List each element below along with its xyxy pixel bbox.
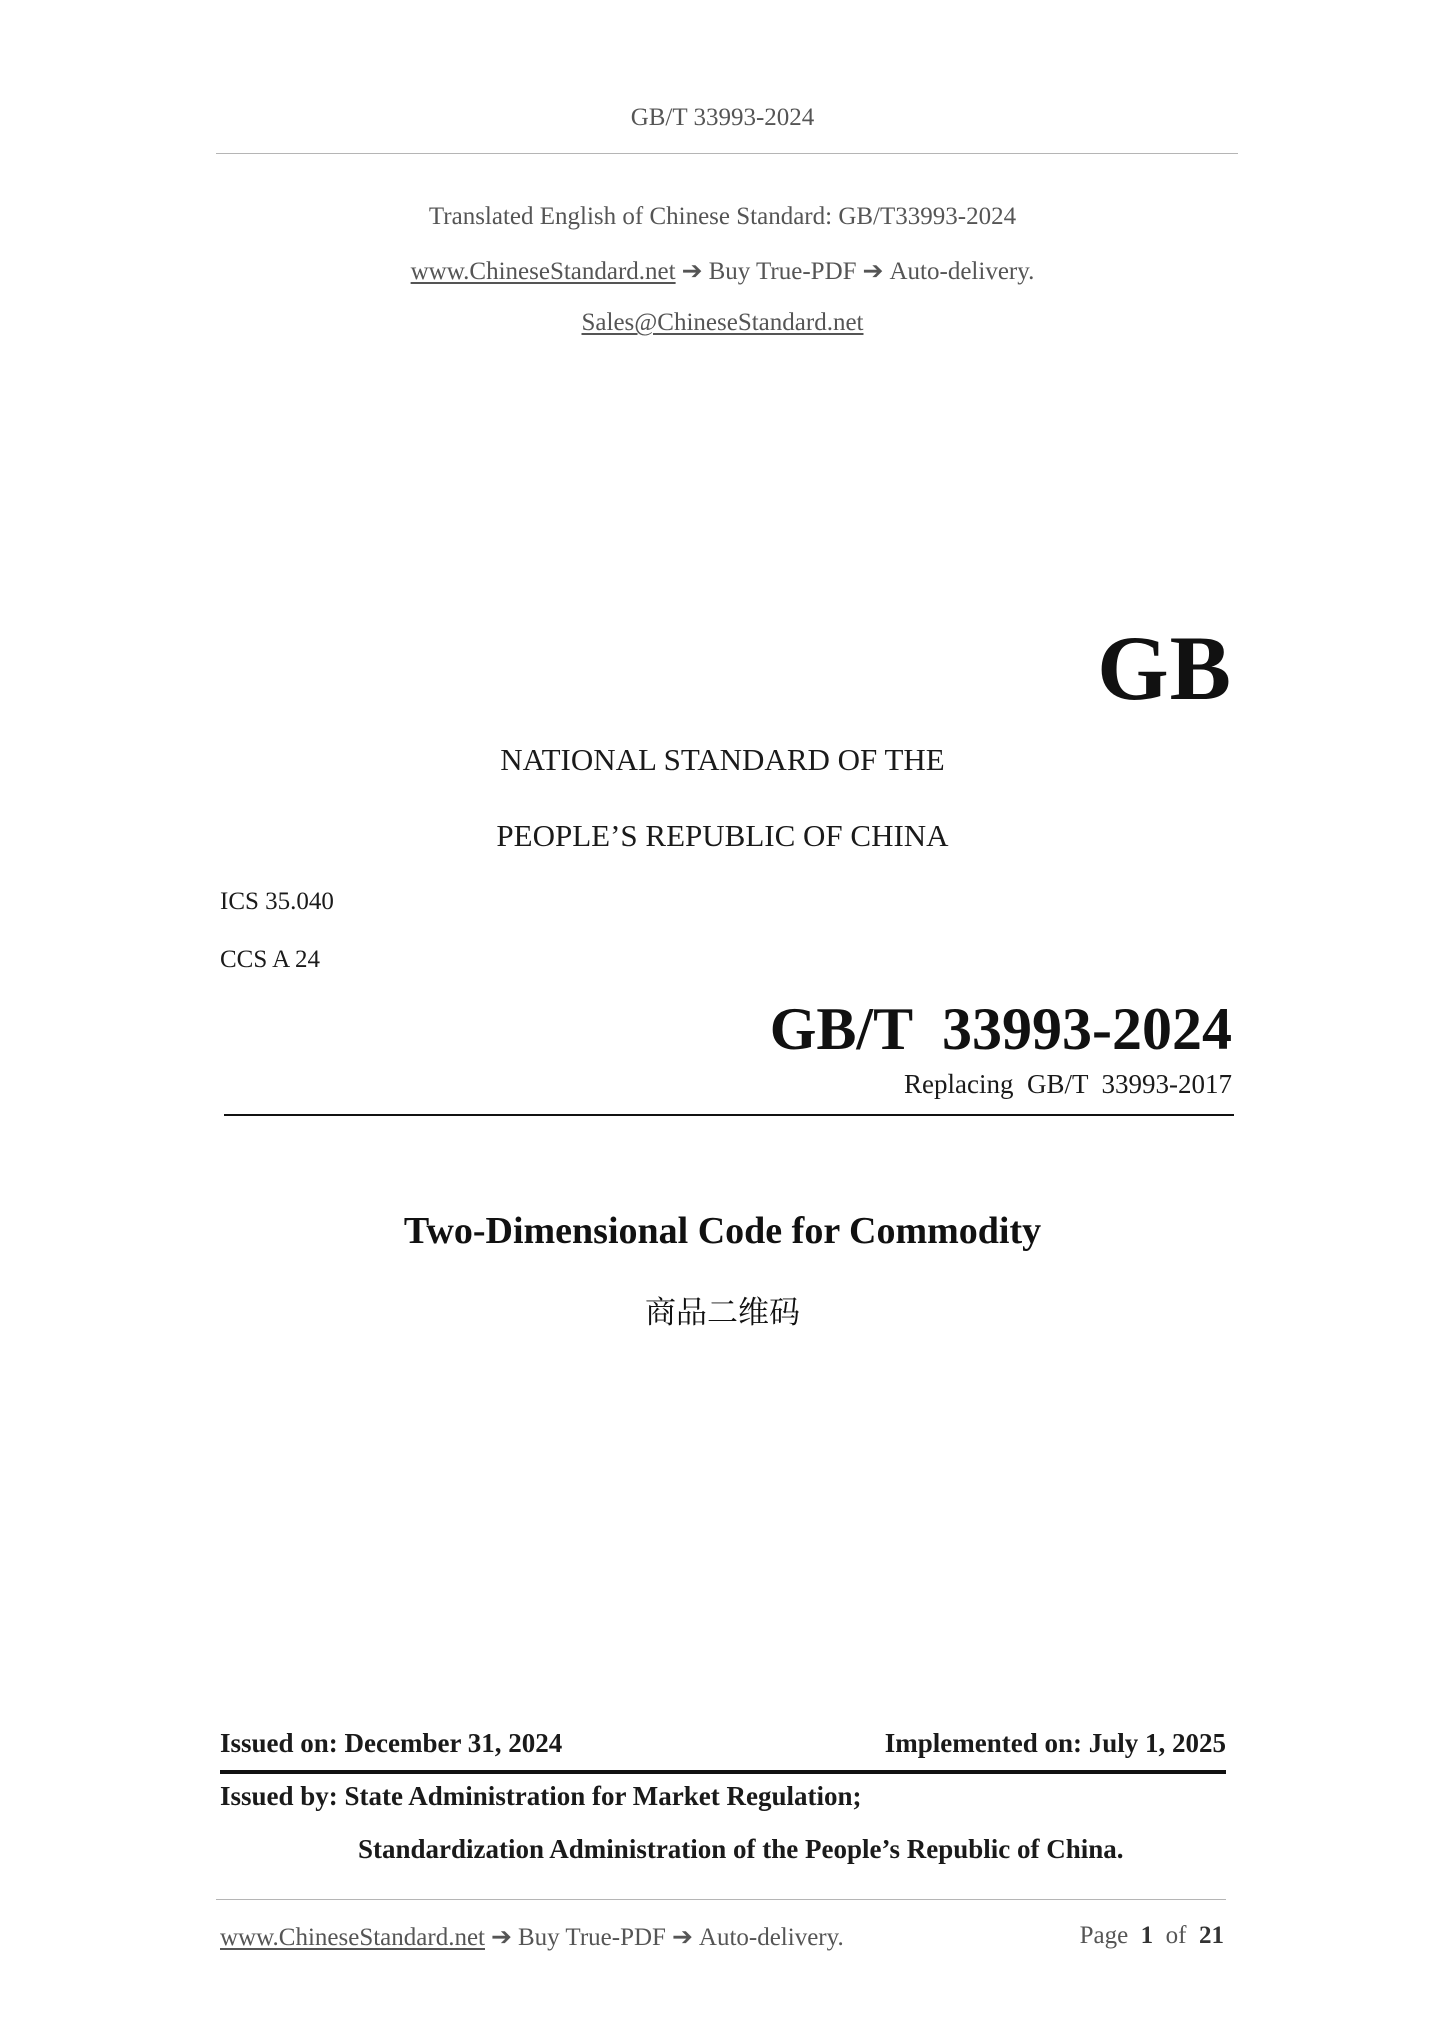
page-number: 1: [1140, 1922, 1154, 1949]
title-chinese: 商品二维码: [645, 1295, 800, 1331]
header-divider: [216, 153, 1238, 154]
footer-delivery-text: Auto-delivery.: [698, 1924, 844, 1951]
right-arrow-icon: ➔: [681, 258, 703, 285]
running-header-code: GB/T 33993-2024: [630, 104, 815, 131]
issued-by-line2: Standardization Administration of the People’s Republic of China.: [358, 1834, 1124, 1864]
footer-buy-line: [220, 1922, 844, 1952]
right-arrow-icon: ➔: [671, 1924, 693, 1951]
right-arrow-icon: ➔: [491, 1924, 512, 1951]
site-link[interactable]: www.ChineseStandard.net: [410, 258, 676, 285]
delivery-text: Auto-delivery.: [889, 258, 1035, 285]
sales-line: [0, 309, 1445, 337]
translated-notice: Translated English of Chinese Standard: GB/T33993-2024: [428, 203, 1017, 230]
page-indicator: [1080, 1922, 1224, 1950]
replacing-standard: Replacing GB/T 33993-2017: [904, 1069, 1232, 1099]
buy-text: Buy True-PDF: [708, 258, 857, 285]
right-arrow-icon: ➔: [862, 258, 884, 285]
sales-email-link[interactable]: Sales@ChineseStandard.net: [581, 309, 864, 336]
page-total: 21: [1199, 1922, 1224, 1949]
ccs-code: CCS A 24: [220, 946, 321, 973]
ics-code: ICS 35.040: [220, 888, 334, 915]
main-divider: [224, 1114, 1234, 1116]
gb-logo: GB: [1097, 617, 1232, 719]
national-standard-line1: NATIONAL STANDARD OF THE: [500, 742, 945, 777]
title-english: Two-Dimensional Code for Commodity: [403, 1210, 1042, 1252]
standard-number: GB/T 33993-2024: [769, 996, 1232, 1062]
footer-site-link[interactable]: www.ChineseStandard.net: [220, 1924, 485, 1951]
national-standard-line2: PEOPLE’S REPUBLIC OF CHINA: [496, 818, 949, 853]
footer-buy-text: Buy True-PDF: [517, 1924, 666, 1951]
buy-line: [0, 256, 1445, 286]
issue-divider: [220, 1770, 1226, 1774]
issued-by-line1: Issued by: State Administration for Market Regulation;: [220, 1781, 862, 1811]
page-label: Page: [1079, 1922, 1129, 1949]
issued-on-date: Issued on: December 31, 2024: [220, 1728, 563, 1758]
footer-divider: [216, 1899, 1226, 1900]
implemented-on-date: Implemented on: July 1, 2025: [884, 1728, 1226, 1758]
of-label: of: [1165, 1922, 1187, 1949]
